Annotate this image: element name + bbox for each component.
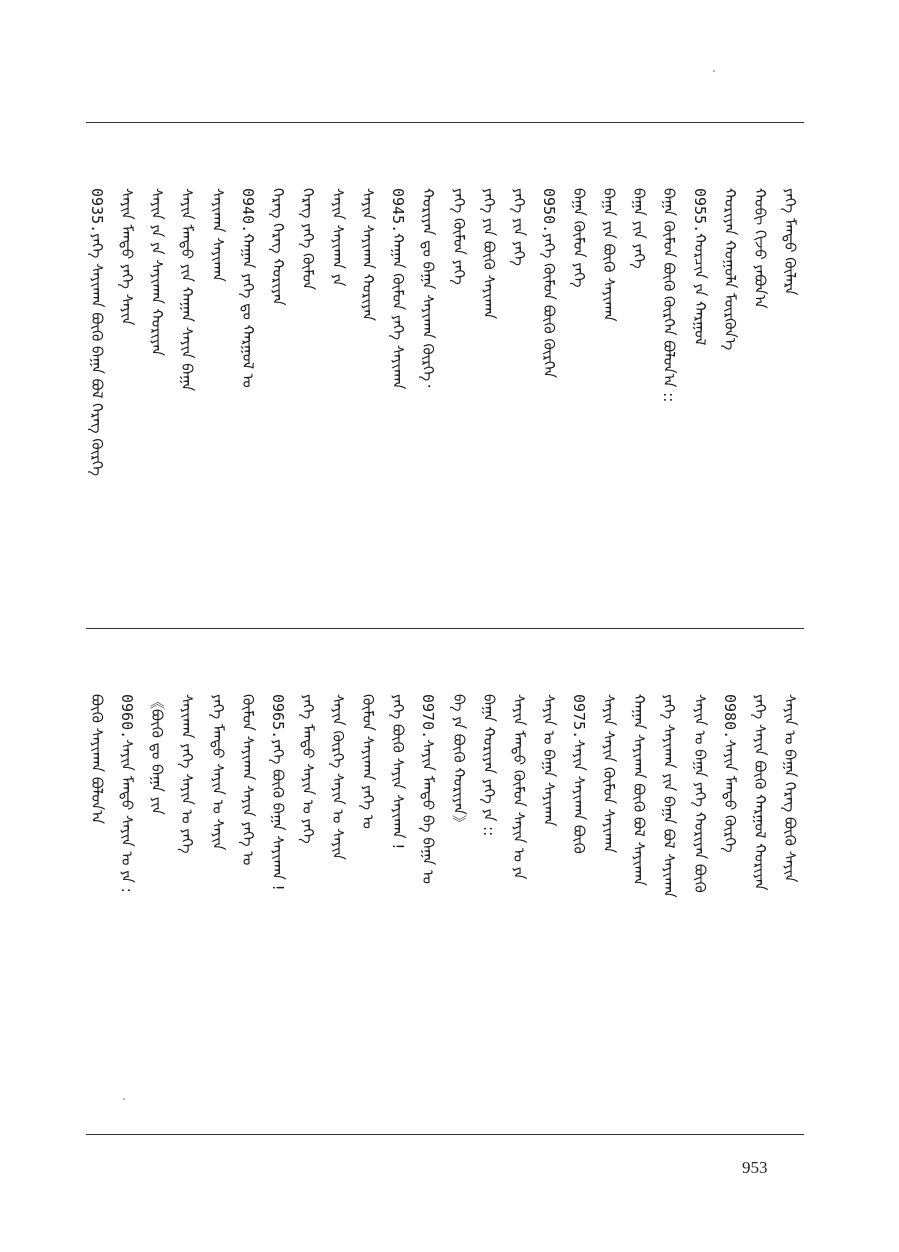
verse-line xyxy=(390,694,406,849)
verse-text: ᠶᠡᠭᠡ ᠰᠠᠶᠢᠨ ᠪᠦᠬᠦ ᠬᠠᠷᠭᠤᠯ ᠬᠣᠷᠢᠶᠠᠨ xyxy=(751,694,769,891)
verse-text: ᠶᠡᠭᠡ ᠰᠠᠶᠢᠬᠠᠨ ᠶᠢᠨ ᠪᠠᠭᠠ ᠪᠣᠯ ᠰᠠᠶᠢᠬᠠᠨ xyxy=(660,694,678,898)
line-number: 0970. xyxy=(419,694,437,740)
verse-text: ᠶᠡᠭᠡ ᠶᠢᠨ ᠪᠦᠬᠦ ᠰᠠᠶᠢᠬᠠᠨ xyxy=(480,188,498,319)
verse-text: ᠪᠠᠭᠠ ᠶᠢᠨ ᠪᠦᠬᠦ ᠰᠠᠶᠢᠬᠠᠨ xyxy=(600,188,618,322)
verse-line xyxy=(661,188,677,402)
verse-line xyxy=(420,188,436,387)
middle-rule xyxy=(86,628,804,629)
verse-text: ᠶᠡᠭᠡ ᠮᠡᠨᠳᠦ ᠬᠥᠯᠡᠷᠡ xyxy=(781,188,799,296)
verse-text: ᠬᠦᠮᠦᠨ ᠰᠠᠶᠢᠬᠠᠨ ᠰᠠᠶᠢᠨ ᠶᠡᠭᠡ ᠤ xyxy=(239,694,257,866)
verse-text: ᠰᠠᠶᠢᠨ ᠰᠠᠶᠢᠬᠠᠨ ᠶᠠ xyxy=(329,188,347,287)
verse-line xyxy=(149,694,165,815)
verse-line xyxy=(692,188,708,345)
verse-line xyxy=(451,188,467,285)
verse-text: ᠪᠦᠬᠦ ᠰᠠᠶᠢᠬᠠᠨ ᠪᠣᠯᠤᠨ᠎ᠠ xyxy=(88,694,106,825)
verse-line xyxy=(631,188,647,269)
verse-line xyxy=(722,188,738,350)
verse-text: ᠬᠣᠷᠢᠶᠠᠨ ᠬᠣᠭᠣᠯᠠ ᠮᠦᠷᠭᠦᠨ᠎ᠡ xyxy=(721,188,739,351)
line-number: 0975. xyxy=(570,694,588,740)
verse-text: ᠶᠡᠭᠡ ᠶᠢᠨ ᠶᠡᠭᠡ xyxy=(510,188,528,267)
top-rule xyxy=(86,122,804,123)
verse-text: ᠰᠠᠶᠢᠨ ᠤ ᠪᠠᠭᠠ ᠶᠡᠭᠡ ᠬᠣᠷᠢᠶᠠᠨ ᠪᠦᠬᠦ xyxy=(691,694,709,893)
verse-line xyxy=(481,188,497,319)
verse-line xyxy=(631,694,647,886)
verse-text: ᠰᠠᠶᠢᠨ ᠮᠡᠨᠳᠦ ᠰᠠᠶᠢᠨ ᠤ ᠶᠠ : xyxy=(118,739,136,893)
verse-text: ᠰᠠᠶᠢᠨ ᠤ ᠪᠠᠭᠠ ᠰᠠᠶᠢᠬᠠᠨ xyxy=(540,694,558,827)
verse-line xyxy=(541,694,557,826)
verse-line xyxy=(752,188,768,309)
verse-line xyxy=(330,188,346,286)
verse-text: ᠬᠦᠮᠦᠨ ᠰᠠᠶᠢᠬᠠᠨ ᠶᠡᠭᠡ ᠤ xyxy=(359,694,377,829)
verse-text: ᠰᠠᠶᠢᠨ ᠮᠡᠨᠳᠦ ᠶᠢᠨ ᠬᠠᠭᠠᠨ ᠰᠠᠶᠢᠨ ᠪᠠᠭᠠ xyxy=(178,188,196,392)
verse-text: ᠶᠡᠭᠡ ᠬᠦᠮᠦᠨ ᠪᠦᠬᠦ ᠬᠦᠷᠭᠡᠨ xyxy=(540,233,558,378)
verse-text: ᠶᠡᠭᠡ ᠬᠦᠮᠦᠨ ᠶᠡᠭᠡ xyxy=(450,188,468,285)
line-number: 0955. xyxy=(691,188,709,234)
verse-line xyxy=(270,694,286,891)
verse-line xyxy=(722,694,738,853)
verse-line xyxy=(240,694,256,865)
verse-line xyxy=(210,694,226,850)
verse-text: ᠬᠤᠪᠢ ᠬᠢᠵᠦ ᠶᠠᠪᠤᠨ᠎ᠠ xyxy=(751,188,769,309)
verse-text: ᠬᠠᠭᠠᠨ ᠶᠡᠭᠡ ᠳᠤ ᠬᠠᠷᠭᠤᠯ ᠤ xyxy=(239,233,257,388)
verse-line xyxy=(511,188,527,266)
verse-text: ᠪᠠᠭᠠ ᠶᠢᠨ ᠶᠡᠭᠡ xyxy=(630,188,648,269)
verse-line xyxy=(89,694,105,824)
line-number: 0950. xyxy=(540,188,558,234)
verse-text: ᠶᠡᠭᠡ ᠮᠡᠨᠳᠦ ᠰᠠᠶᠢᠨ ᠤ ᠰᠠᠶᠢᠨ xyxy=(209,694,227,851)
verse-line xyxy=(511,694,527,880)
line-number: 0935. xyxy=(88,188,106,234)
verse-line xyxy=(661,694,677,898)
verse-text: ᠪᠠᠭᠠ ᠬᠣᠷᠢᠶᠠᠨ ᠶᠡᠭᠡ ᠶᠠ :: xyxy=(480,694,498,837)
verse-line xyxy=(481,694,497,836)
verse-line xyxy=(692,694,708,893)
verse-line xyxy=(300,694,316,844)
verse-line xyxy=(240,188,256,388)
verse-line xyxy=(300,188,316,290)
verse-text: ᠶᠡᠭᠡ ᠪᠦᠬᠦ ᠰᠠᠶᠢᠨ ᠰᠠᠶᠢᠬᠠᠨ ! xyxy=(389,694,407,850)
verse-line xyxy=(119,188,135,326)
verse-line xyxy=(752,694,768,891)
verse-text: ᠰᠠᠶᠢᠨ ᠮᠡᠨᠳᠦ ᠬᠦᠷᠭᠡ xyxy=(721,739,739,853)
verse-text: ᠶᠡᠭᠡ ᠮᠡᠨᠳᠦ ᠰᠠᠶᠢᠨ ᠤ ᠶᠡᠭᠡ xyxy=(299,694,317,844)
verse-text: ᠰᠠᠶᠢᠨ ᠮᠡᠨᠳᠦ ᠪᠠ ᠪᠠᠭᠠ ᠤ xyxy=(419,739,437,884)
verse-text: ᠪᠠᠭᠠ ᠬᠦᠮᠦᠨ ᠪᠦᠬᠦ ᠬᠦᠷᠭᠡᠨ ᠪᠣᠯᠤᠨ᠎ᠠ :: xyxy=(660,188,678,403)
verse-text: ᠰᠠᠶᠢᠨ ᠮᠡᠨᠳᠦ ᠬᠦᠮᠦᠨ ᠰᠠᠶᠢᠨ ᠤ ᠶᠠ xyxy=(510,694,528,880)
verse-line xyxy=(89,188,105,476)
verse-text: ᠬᠡᠷᠡᠭ ᠬᠡᠷᠡᠭ ᠬᠣᠷᠢᠶᠠᠨ xyxy=(269,188,287,306)
verse-text: ᠬᠣᠷᠢᠶᠠᠨ ᠳᠤ ᠪᠠᠭᠠ ᠰᠠᠶᠢᠬᠠᠨ ᠬᠦᠷᠭᠡ᠂ xyxy=(419,188,437,388)
line-number: 0960. xyxy=(118,694,136,740)
verse-text: ᠰᠠᠶᠢᠨ ᠤ ᠪᠠᠭᠠ ᠬᠡᠷᠡᠭ ᠪᠦᠬᠦ ᠰᠠᠶᠢᠨ xyxy=(781,694,799,883)
scan-speck xyxy=(713,70,715,72)
verse-text: ᠬᠠᠭᠠᠨ ᠰᠠᠶᠢᠬᠠᠨ ᠪᠦᠬᠦ ᠪᠣᠯ ᠰᠠᠶᠢᠬᠠᠨ xyxy=(630,694,648,886)
verse-line xyxy=(782,188,798,295)
verse-text: ᠶᠡᠭᠡ ᠰᠠᠶᠢᠬᠠᠨ ᠪᠦᠬᠦ ᠪᠠᠭᠠ ᠪᠣᠯ ᠬᠡᠷᠡᠭ ᠬᠦᠷᠭᠡ xyxy=(88,233,106,477)
verse-text: ᠬᠤᠷᠴᠢᠨ ᠶᠠ ᠬᠠᠷᠭᠤᠯ xyxy=(691,233,709,346)
verse-line xyxy=(541,188,557,378)
verse-text: ᠰᠠᠶᠢᠨ ᠶᠠ ᠶᠠ ᠰᠠᠶᠢᠬᠠᠨ ᠬᠣᠷᠢᠶᠠᠨ xyxy=(148,188,166,357)
verse-line xyxy=(390,188,406,389)
verse-line xyxy=(451,694,467,830)
verse-text: ᠰᠠᠶᠢᠬᠠᠨ ᠰᠠᠶᠢᠬᠠᠨ xyxy=(209,188,227,282)
verse-text: ᠰᠠᠶᠢᠨ ᠰᠠᠶᠢᠬᠠᠨ ᠪᠦᠬᠦ xyxy=(570,739,588,854)
verse-text: ᠪᠠᠭᠠ ᠬᠦᠮᠦᠨ ᠶᠡᠭᠡ xyxy=(570,188,588,288)
line-number: 0945. xyxy=(389,188,407,234)
verse-text: ᠶᠡᠭᠡ ᠪᠦᠬᠦ ᠪᠠᠭᠠ ᠰᠠᠶᠢᠬᠠᠨ ! xyxy=(269,739,287,891)
line-number: 0965. xyxy=(269,694,287,740)
line-number: 0980. xyxy=(721,694,739,740)
verse-text: ᠰᠠᠶᠢᠨ ᠬᠦᠷᠭᠡ ᠰᠠᠶᠢᠨ ᠤ ᠰᠠᠶᠢᠨ xyxy=(329,694,347,860)
verse-text: 《ᠪᠦᠬᠦ ᠳᠤ ᠪᠠᠭᠠ ᠶᠢᠨ xyxy=(148,694,166,815)
verse-text: ᠰᠠᠶᠢᠨ ᠰᠠᠶᠢᠨ ᠬᠦᠮᠦᠨ ᠰᠠᠶᠢᠬᠠᠨ xyxy=(600,694,618,854)
verse-line xyxy=(420,694,436,884)
verse-line xyxy=(571,694,587,854)
verse-line xyxy=(330,694,346,860)
bottom-rule xyxy=(86,1134,804,1135)
verse-text: ᠪᠠ ᠶᠠ ᠪᠦᠬᠦ ᠬᠣᠷᠢᠶᠠᠨ》 xyxy=(450,694,468,830)
line-number: 0940. xyxy=(239,188,257,234)
verse-line xyxy=(360,694,376,829)
verse-line xyxy=(360,188,376,321)
verse-line xyxy=(119,694,135,893)
verse-line xyxy=(270,188,286,306)
verse-line xyxy=(149,188,165,356)
verse-line xyxy=(782,694,798,882)
verse-line xyxy=(601,188,617,322)
verse-line xyxy=(179,188,195,391)
verse-text: ᠬᠠᠭᠠᠨ ᠬᠦᠮᠦᠨ ᠶᠡᠭᠡ ᠰᠠᠶᠢᠬᠠᠨ xyxy=(389,233,407,390)
verse-text: ᠰᠠᠶᠢᠨ ᠰᠠᠶᠢᠬᠠᠨ ᠬᠣᠷᠢᠶᠠᠨ xyxy=(359,188,377,322)
scan-speck xyxy=(123,1098,125,1100)
verse-line xyxy=(571,188,587,288)
verse-line xyxy=(179,694,195,854)
verse-text: ᠰᠠᠶᠢᠬᠠᠨ ᠶᠡᠭᠡ ᠰᠠᠶᠢᠨ ᠤ ᠶᠡᠭᠡ xyxy=(178,694,196,854)
page-number: 953 xyxy=(742,1158,768,1177)
verse-text: ᠬᠡᠷᠡᠭ ᠶᠡᠭᠡ ᠬᠦᠮᠦᠨ xyxy=(299,188,317,291)
verse-line xyxy=(601,694,617,853)
verse-line xyxy=(210,188,226,282)
verse-text: ᠰᠠᠶᠢᠨ ᠮᠡᠨᠳᠦ ᠶᠡᠭᠡ ᠰᠠᠶᠢᠨ xyxy=(118,188,136,326)
